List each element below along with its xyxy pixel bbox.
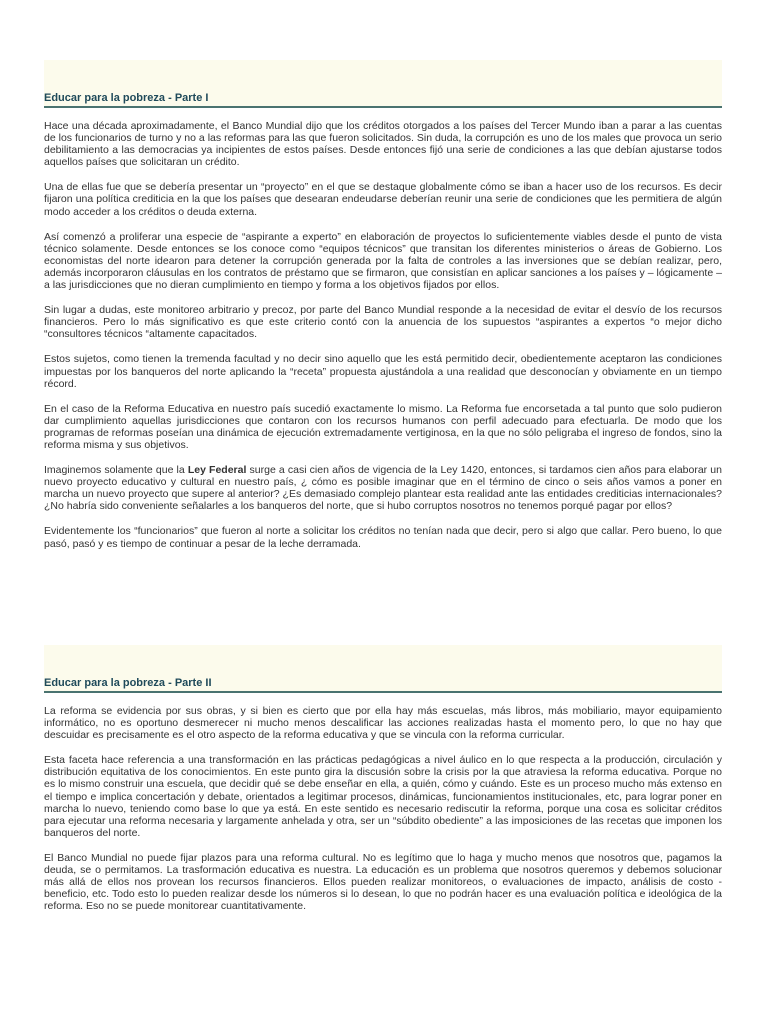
article-title: Educar para la pobreza - Parte I bbox=[44, 92, 209, 104]
article-part-1 bbox=[44, 60, 722, 563]
article-body bbox=[44, 693, 722, 912]
paragraph: Estos sujetos, como tienen la tremenda facultad y no decir sino aquello que les está permitido decir, obedientemente aceptaron las condiciones impuestas por los banqueros del norte aplicando la “receta” propuesta ajustándola a una realidad que desconocían y obviamente en un tiempo récord. bbox=[44, 353, 722, 390]
paragraph-text: surge a casi cien años de vigencia de la Ley 1420, entonces, si tardamos cien años para elaborar un nuevo proyecto educativo y cultural en nuestro país, ¿ cómo es posible imaginar que en el término de cinco o seis años vamos a poner en marcha un nuevo proyecto que supere al anterior? ¿Es demasiado complejo plantear esta realidad ante las entidades crediticias internacionales? ¿No habría sido conveniente señalarles a los banqueros del norte, que si hubo corruptos nosotros no tenemos porqué pagar por ellos? bbox=[44, 464, 722, 513]
bold-term: Ley Federal bbox=[187, 464, 247, 477]
article-header bbox=[44, 645, 722, 693]
paragraph: Esta faceta hace referencia a una transformación en las prácticas pedagógicas a nivel áulico en lo que respecta a la producción, circulación y distribución equitativa de los conocimientos. En este punto gira la discusión sobre la crisis por la que atraviesa la reforma educativa. Porque no es lo mismo construir una escuela, que decidir qué se debe enseñar en ella, a quién, cómo y cuándo. Este es un proceso mucho más extenso en el tiempo e implica concertación y debate, orientados a legitimar procesos, dinámicas, funcionamientos institucionales, etc, para lograr poner en marcha lo nuevo, teniendo como base lo que ya está. En este sentido es necesario rediscutir la reforma, porque una cosa es solicitar créditos para ejecutar una reforma necesaria y largamente anhelada y otra, ser un “súbdito obediente” a las imposiciones de las recetas que imponen los banqueros del norte. bbox=[44, 754, 722, 839]
paragraph: Evidentemente los “funcionarios” que fueron al norte a solicitar los créditos no tenían nada que decir, pero si algo que callar. Pero bueno, lo que pasó, pasó y es tiempo de continuar a pesar de la leche derramada. bbox=[44, 525, 722, 550]
paragraph bbox=[44, 464, 722, 512]
article-title: Educar para la pobreza - Parte II bbox=[44, 677, 212, 689]
paragraph: El Banco Mundial no puede fijar plazos para una reforma cultural. No es legítimo que lo haga y mucho menos que nosotros que, pagamos la deuda, se o permitamos. La trasformación educativa es nuestra. La educación es un problema que nosotros queremos y debemos solucionar más allá de ellos nos provean los recursos financieros. Ellos pueden realizar monitoreos, o evaluaciones de impacto, análisis de costo - beneficio, etc. Todo esto lo pueden realizar desde los números si lo desean, lo que no podrán hacer es una evaluación política e ideológica de la reforma. Eso no se puede monitorear cuantitativamente. bbox=[44, 851, 722, 913]
paragraph: En el caso de la Reforma Educativa en nuestro país sucedió exactamente lo mismo. La Reforma fue encorsetada a tal punto que solo pudieron dar cumplimiento aquellas jurisdicciones que contaron con los recursos humanos con perfil adecuado para efectuarla. De modo que los programas de reformas poseían una dinámica de ejecución extremadamente vertiginosa, en la que no sólo peligraba el ingreso de fondos, sino la reforma misma y sus objetivos. bbox=[44, 402, 722, 451]
paragraph: Sin lugar a dudas, este monitoreo arbitrario y precoz, por parte del Banco Mundial responde a la necesidad de evitar el desvío de los recursos financieros. Pero lo más significativo es que este criterio contó con la anuencia de los supuestos “aspirantes a expertos “o mejor dicho “consultores técnicos “altamente capacitados. bbox=[44, 304, 722, 341]
article-part-2 bbox=[44, 645, 722, 925]
paragraph-text: Imaginemos solamente que la bbox=[44, 464, 188, 477]
paragraph: La reforma se evidencia por sus obras, y si bien es cierto que por ella hay más escuelas, más libros, más mobiliario, mayor equipamiento informático, no es oportuno desmerecer ni mucho menos descalificar las acciones realizadas hasta el momento pero, lo que no hay que descuidar es precisamente es el otro aspecto de la reforma educativa y que se vincula con la reforma curricular. bbox=[44, 705, 722, 742]
article-header bbox=[44, 60, 722, 108]
article-body bbox=[44, 108, 722, 550]
paragraph: Así comenzó a proliferar una especie de “aspirante a experto” en elaboración de proyectos lo suficientemente viables desde el punto de vista técnico solamente. Desde entonces se los conoce como “equipos técnicos” que transitan los diferentes ministerios o áreas de Gobierno. Los economistas del norte idearon para detener la corrupción generada por la falta de controles a las inversiones que se debían realizar, pero, además incorporaron cláusulas en los contratos de préstamo que se firmaron, que consistían en aplicar sanciones a los países y – lógicamente – a las jurisdicciones que no dieran cumplimiento en tiempo y forma a los objetivos fijados por ellos. bbox=[44, 230, 722, 292]
paragraph: Hace una década aproximadamente, el Banco Mundial dijo que los créditos otorgados a los países del Tercer Mundo iban a parar a las cuentas de los funcionarios de turno y no a las reformas para las que fueron solicitados. Sin duda, la corrupción es uno de los males que provoca un serio debilitamiento a las democracias ya incipientes de estos países. Desde entonces fijó una serie de condiciones a las que debían ajustarse todos aquellos países que solicitaran un crédito. bbox=[44, 120, 722, 169]
paragraph: Una de ellas fue que se debería presentar un “proyecto” en el que se destaque globalmente cómo se iban a hacer uso de los recursos. Es decir fijaron una política crediticia en la que los países que desearan endeudarse deberían reunir una serie de condiciones que les permitiera de algún modo acceder a los créditos o deuda externa. bbox=[44, 181, 722, 218]
